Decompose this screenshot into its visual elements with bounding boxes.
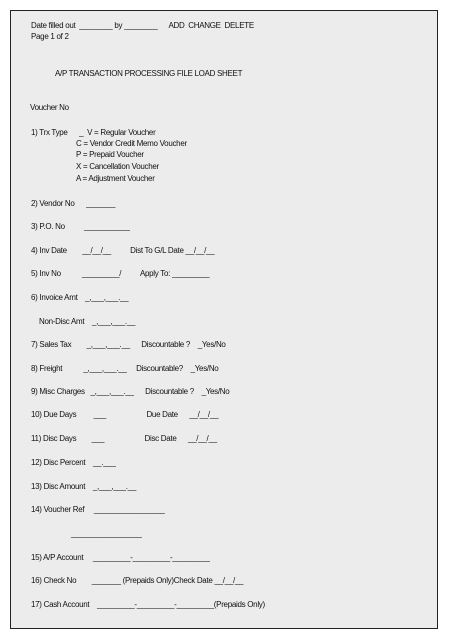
misc-charges-field: 9) Misc Charges _,___,___.__ Discountable ? _Yes/No xyxy=(31,387,230,396)
check-no-field: 16) Check No _______ (Prepaids Only)Check Date __/__/__ xyxy=(31,576,244,585)
ap-account-field: 15) A/P Account _________-_________-_________ xyxy=(31,553,210,562)
voucher-no-label: Voucher No xyxy=(30,103,69,112)
trx-type-option-a: A = Adjustment Voucher xyxy=(76,174,155,183)
disc-percent-field: 12) Disc Percent __.___ xyxy=(31,458,116,467)
inv-no-field: 5) Inv No _________/ Apply To: _________ xyxy=(31,269,210,278)
disc-days-field: 11) Disc Days ___ Disc Date __/__/__ xyxy=(31,434,217,443)
due-days-field: 10) Due Days ___ Due Date __/__/__ xyxy=(31,410,219,419)
load-sheet-page xyxy=(10,10,438,629)
invoice-amt-field: 6) Invoice Amt _,___,___.__ xyxy=(31,293,129,302)
non-disc-amt-field: Non-Disc Amt _,___,___.__ xyxy=(39,317,136,326)
sales-tax-field: 7) Sales Tax _,___,___.__ Discountable ? _Yes/No xyxy=(31,340,226,349)
trx-type-option-x: X = Cancellation Voucher xyxy=(76,162,159,171)
sheet-title: A/P TRANSACTION PROCESSING FILE LOAD SHEET xyxy=(55,69,243,78)
voucher-ref-continuation: _________________ xyxy=(71,529,142,538)
voucher-ref-field: 14) Voucher Ref _________________ xyxy=(31,505,165,514)
disc-amount-field: 13) Disc Amount _,___,___.__ xyxy=(31,482,136,491)
trx-type-line: 1) Trx Type _ V = Regular Voucher xyxy=(31,128,156,137)
vendor-no-field: 2) Vendor No _______ xyxy=(31,199,116,208)
date-filled-out-line: Date filled out ________ by ________ ADD CHANGE DELETE xyxy=(31,21,254,30)
trx-type-option-p: P = Prepaid Voucher xyxy=(76,150,144,159)
page-number: Page 1 of 2 xyxy=(31,32,69,41)
po-no-field: 3) P.O. No ___________ xyxy=(31,222,130,231)
freight-field: 8) Freight _,___,___.__ Discountable? _Yes/No xyxy=(31,364,219,373)
cash-account-field: 17) Cash Account _________-_________-_________(Prepaids Only) xyxy=(31,600,265,609)
trx-type-option-c: C = Vendor Credit Memo Voucher xyxy=(76,139,187,148)
inv-date-field: 4) Inv Date __/__/__ Dist To G/L Date __/__/__ xyxy=(31,246,215,255)
